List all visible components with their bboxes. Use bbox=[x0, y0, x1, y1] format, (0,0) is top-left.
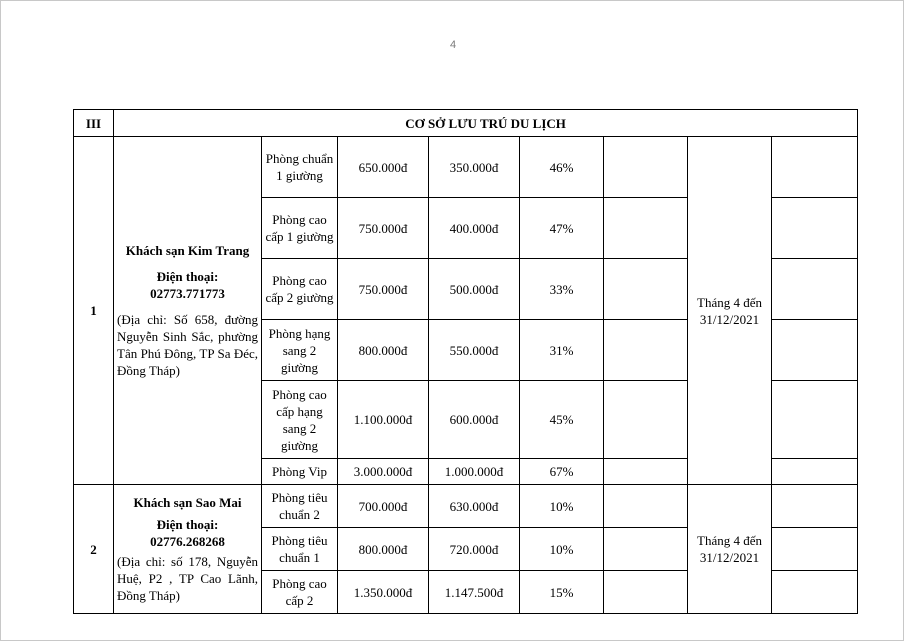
promo-price: 350.000đ bbox=[429, 137, 520, 198]
hotel-stt: 1 bbox=[74, 137, 114, 485]
promo-price: 550.000đ bbox=[429, 320, 520, 381]
room-type: Phòng cao cấp hạng sang 2 giường bbox=[262, 381, 338, 459]
hotel-phone-block bbox=[117, 268, 258, 302]
table-row bbox=[74, 137, 858, 198]
empty-cell bbox=[772, 485, 858, 528]
empty-cell bbox=[772, 459, 858, 485]
empty-cell bbox=[604, 381, 688, 459]
promo-price: 600.000đ bbox=[429, 381, 520, 459]
empty-cell bbox=[772, 381, 858, 459]
discount: 15% bbox=[520, 571, 604, 614]
empty-cell bbox=[772, 198, 858, 259]
list-price: 800.000đ bbox=[338, 528, 429, 571]
promo-price: 720.000đ bbox=[429, 528, 520, 571]
list-price: 3.000.000đ bbox=[338, 459, 429, 485]
discount: 10% bbox=[520, 528, 604, 571]
room-type: Phòng hạng sang 2 giường bbox=[262, 320, 338, 381]
room-type: Phòng cao cấp 2 bbox=[262, 571, 338, 614]
list-price: 750.000đ bbox=[338, 198, 429, 259]
hotel-phone: 02773.771773 bbox=[150, 286, 225, 301]
promo-price: 1.147.500đ bbox=[429, 571, 520, 614]
promo-period: Tháng 4 đến 31/12/2021 bbox=[688, 485, 772, 614]
promo-price: 500.000đ bbox=[429, 259, 520, 320]
hotel-name: Khách sạn Sao Mai bbox=[133, 495, 242, 510]
room-type: Phòng tiêu chuẩn 2 bbox=[262, 485, 338, 528]
table-row bbox=[74, 485, 858, 528]
hotel-name: Khách sạn Kim Trang bbox=[125, 243, 250, 258]
discount: 31% bbox=[520, 320, 604, 381]
empty-cell bbox=[604, 485, 688, 528]
discount: 10% bbox=[520, 485, 604, 528]
list-price: 650.000đ bbox=[338, 137, 429, 198]
empty-cell bbox=[604, 259, 688, 320]
room-type: Phòng cao cấp 1 giường bbox=[262, 198, 338, 259]
empty-cell bbox=[772, 571, 858, 614]
hotel-phone-label: Điện thoại: bbox=[156, 269, 219, 284]
page-number: 4 bbox=[449, 39, 457, 51]
list-price: 1.100.000đ bbox=[338, 381, 429, 459]
promo-price: 1.000.000đ bbox=[429, 459, 520, 485]
discount: 33% bbox=[520, 259, 604, 320]
list-price: 1.350.000đ bbox=[338, 571, 429, 614]
list-price: 750.000đ bbox=[338, 259, 429, 320]
discount: 45% bbox=[520, 381, 604, 459]
empty-cell bbox=[604, 459, 688, 485]
promo-price: 400.000đ bbox=[429, 198, 520, 259]
list-price: 800.000đ bbox=[338, 320, 429, 381]
empty-cell bbox=[772, 137, 858, 198]
section-row bbox=[74, 110, 858, 137]
accommodation-table bbox=[73, 109, 858, 614]
section-roman: III bbox=[74, 110, 114, 137]
hotel-phone-label: Điện thoại: bbox=[156, 517, 219, 532]
empty-cell bbox=[772, 259, 858, 320]
promo-price: 630.000đ bbox=[429, 485, 520, 528]
empty-cell bbox=[772, 320, 858, 381]
hotel-phone: 02776.268268 bbox=[150, 534, 225, 549]
hotel-stt: 2 bbox=[74, 485, 114, 614]
promo-period: Tháng 4 đến 31/12/2021 bbox=[688, 137, 772, 485]
hotel-info bbox=[114, 485, 262, 614]
empty-cell bbox=[604, 528, 688, 571]
empty-cell bbox=[604, 320, 688, 381]
room-type: Phòng cao cấp 2 giường bbox=[262, 259, 338, 320]
discount: 47% bbox=[520, 198, 604, 259]
empty-cell bbox=[772, 528, 858, 571]
section-title: CƠ SỞ LƯU TRÚ DU LỊCH bbox=[114, 110, 858, 137]
hotel-address: (Địa chỉ: số 178, Nguyễn Huệ, P2 , TP Cao Lãnh, Đồng Tháp) bbox=[117, 554, 258, 603]
hotel-address: (Địa chỉ: Số 658, đường Nguyễn Sinh Sắc, phường Tân Phú Đông, TP Sa Đéc, Đồng Tháp) bbox=[117, 312, 258, 378]
empty-cell bbox=[604, 571, 688, 614]
discount: 46% bbox=[520, 137, 604, 198]
room-type: Phòng Vip bbox=[262, 459, 338, 485]
list-price: 700.000đ bbox=[338, 485, 429, 528]
hotel-phone-block bbox=[117, 516, 258, 550]
empty-cell bbox=[604, 198, 688, 259]
hotel-info bbox=[114, 137, 262, 485]
room-type: Phòng chuẩn 1 giường bbox=[262, 137, 338, 198]
discount: 67% bbox=[520, 459, 604, 485]
empty-cell bbox=[604, 137, 688, 198]
room-type: Phòng tiêu chuẩn 1 bbox=[262, 528, 338, 571]
